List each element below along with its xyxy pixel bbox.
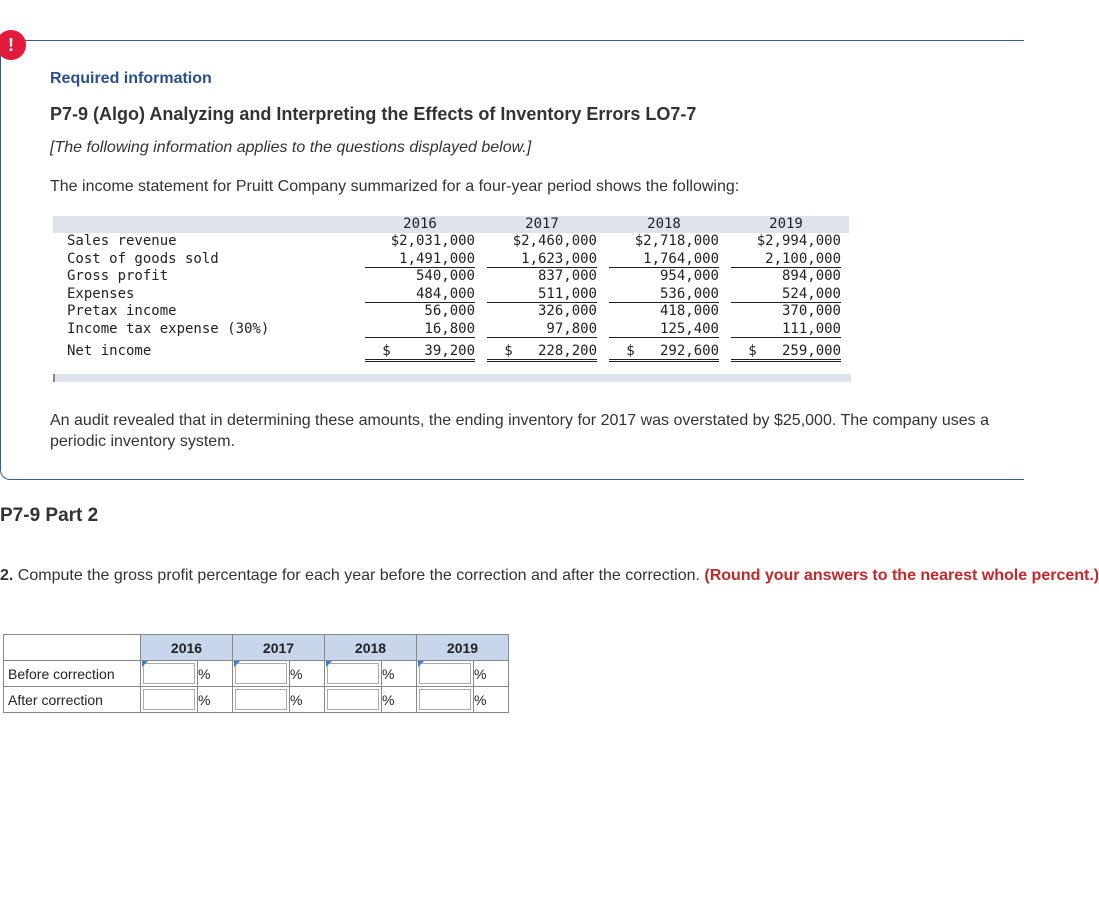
- part-title: P7-9 Part 2: [0, 505, 99, 526]
- cell-value: 837,000: [537, 268, 597, 284]
- cell-value: 954,000: [659, 268, 719, 284]
- row-label: Net income: [67, 343, 152, 359]
- cell-value: 484,000: [365, 286, 475, 303]
- answer-header-row: [4, 635, 509, 661]
- question-number: 2.: [0, 567, 14, 584]
- cell-value: 2,100,000: [731, 251, 841, 268]
- before-2017-input[interactable]: [235, 663, 287, 684]
- answer-cell: [325, 687, 382, 713]
- statement-row-gross-profit: [53, 268, 849, 286]
- answer-cell: [141, 687, 198, 713]
- required-flag-icon: [234, 661, 240, 667]
- percent-sign: %: [290, 687, 325, 713]
- cell-value: 16,800: [365, 321, 475, 338]
- year-col-header: 2017: [233, 635, 325, 661]
- row-label: Pretax income: [67, 303, 177, 319]
- before-2018-input[interactable]: [327, 663, 379, 684]
- answer-cell: [233, 661, 290, 687]
- cell-value: 536,000: [609, 286, 719, 303]
- row-label: Expenses: [67, 285, 135, 302]
- percent-sign: %: [290, 661, 325, 687]
- applies-note: [The following information applies to the questions displayed below.]: [50, 139, 532, 156]
- cell-value: 111,000: [731, 321, 841, 338]
- row-label: Sales revenue: [67, 233, 177, 249]
- cell-value: 540,000: [415, 268, 475, 284]
- cell-value: $ 259,000: [731, 343, 841, 362]
- statement-row-net-income: [53, 343, 849, 361]
- percent-sign: %: [382, 661, 417, 687]
- question-body: Compute the gross profit percentage for each year before the correction and after the correction.: [13, 567, 705, 584]
- year-col-header: 2018: [325, 635, 417, 661]
- statement-row-expenses: [53, 286, 849, 304]
- cell-value: $2,994,000: [756, 233, 841, 249]
- required-flag-icon: [326, 661, 332, 667]
- cell-value: 1,764,000: [609, 251, 719, 268]
- cell-value: 1,623,000: [487, 251, 597, 268]
- statement-row-tax: [53, 321, 849, 339]
- after-2016-input[interactable]: [143, 689, 195, 710]
- statement-header-row: [53, 216, 849, 233]
- after-2019-input[interactable]: [419, 689, 471, 710]
- statement-row-pretax: [53, 303, 849, 321]
- year-col-header: 2016: [141, 635, 233, 661]
- percent-sign: %: [382, 687, 417, 713]
- year-col-header: 2019: [417, 635, 509, 661]
- percent-sign: %: [474, 687, 509, 713]
- cell-value: 97,800: [487, 321, 597, 338]
- year-header: 2019: [769, 216, 803, 232]
- cell-value: $ 292,600: [609, 343, 719, 362]
- before-2016-input[interactable]: [143, 663, 195, 684]
- answer-row-after: [4, 687, 509, 713]
- row-label: Income tax expense (30%): [67, 320, 270, 337]
- question-text: [0, 565, 1099, 586]
- required-info-label: Required information: [50, 70, 212, 87]
- statement-footer-bar: [53, 374, 851, 382]
- after-2018-input[interactable]: [327, 689, 379, 710]
- before-2019-input[interactable]: [419, 663, 471, 684]
- cell-value: $2,460,000: [512, 233, 597, 249]
- row-label: After correction: [4, 687, 141, 713]
- statement-row-sales: [53, 233, 849, 251]
- answer-row-before: [4, 661, 509, 687]
- income-statement-table: [53, 216, 849, 361]
- required-flag-icon: [418, 661, 424, 667]
- answer-cell: [141, 661, 198, 687]
- row-label: Before correction: [4, 661, 141, 687]
- cell-value: $ 39,200: [365, 343, 475, 362]
- cell-value: 1,491,000: [365, 251, 475, 268]
- cell-value: 511,000: [487, 286, 597, 303]
- percent-sign: %: [474, 661, 509, 687]
- alert-icon: !: [0, 30, 26, 60]
- cell-value: 370,000: [781, 303, 841, 319]
- cell-value: 894,000: [781, 268, 841, 284]
- after-2017-input[interactable]: [235, 689, 287, 710]
- problem-title: P7-9 (Algo) Analyzing and Interpreting the Effects of Inventory Errors LO7-7: [50, 104, 697, 124]
- cell-value: $2,718,000: [634, 233, 719, 249]
- answer-table: [3, 634, 509, 713]
- row-label: Cost of goods sold: [67, 250, 219, 267]
- answer-cell: [417, 661, 474, 687]
- cell-value: $2,031,000: [390, 233, 475, 249]
- question-emphasis: (Round your answers to the nearest whole percent.): [704, 567, 1099, 584]
- cell-value: 125,400: [609, 321, 719, 338]
- year-header: 2018: [647, 216, 681, 232]
- year-header: 2017: [525, 216, 559, 232]
- answer-cell: [325, 661, 382, 687]
- row-label: Gross profit: [67, 268, 169, 284]
- header-corner: [4, 635, 141, 661]
- percent-sign: %: [198, 687, 233, 713]
- cell-value: 524,000: [731, 286, 841, 303]
- statement-row-cogs: [53, 251, 849, 269]
- cell-value: $ 228,200: [487, 343, 597, 362]
- cell-value: 326,000: [537, 303, 597, 319]
- answer-cell: [233, 687, 290, 713]
- intro-text: The income statement for Pruitt Company summarized for a four-year period shows the following:: [50, 178, 740, 195]
- cell-value: 418,000: [659, 303, 719, 319]
- year-header: 2016: [403, 216, 437, 232]
- percent-sign: %: [198, 661, 233, 687]
- audit-text: An audit revealed that in determining these amounts, the ending inventory for 2017 was overstated by $25,000. The company uses a periodic inventory system.: [50, 412, 989, 450]
- required-flag-icon: [142, 661, 148, 667]
- answer-cell: [417, 687, 474, 713]
- cell-value: 56,000: [424, 303, 475, 319]
